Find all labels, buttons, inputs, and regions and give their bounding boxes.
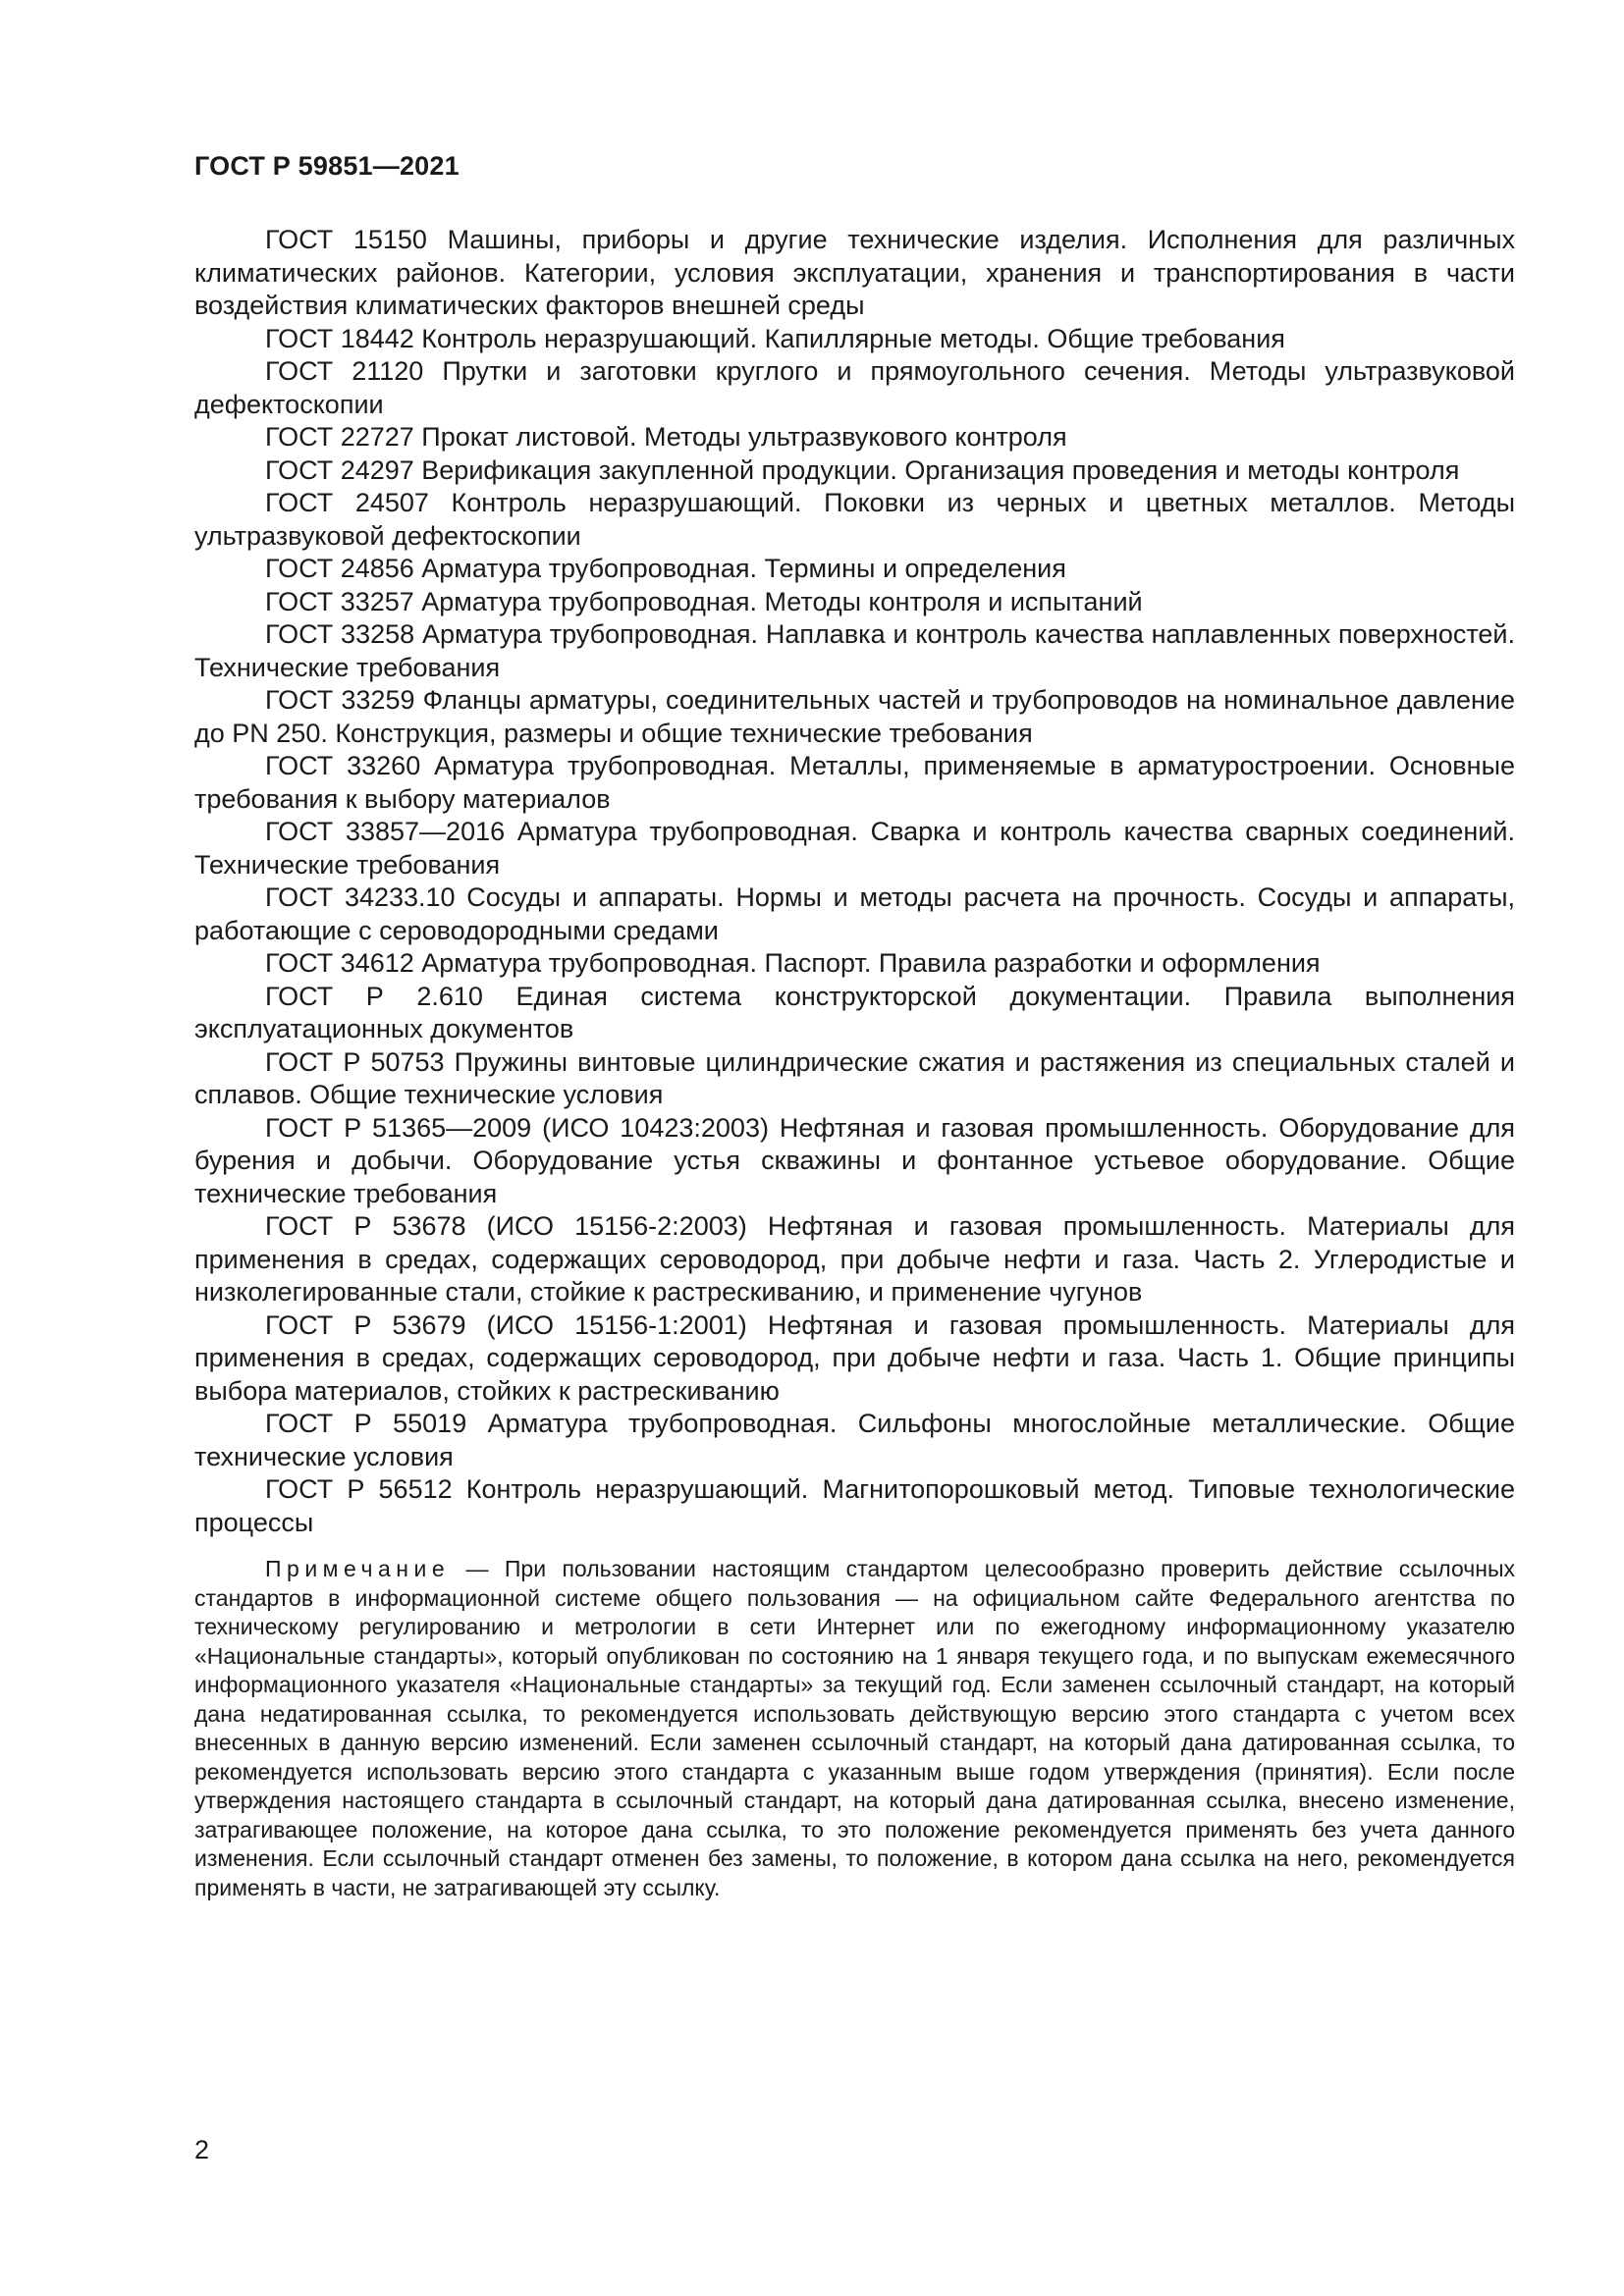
document-header: ГОСТ Р 59851—2021 — [194, 151, 460, 181]
reference-item: ГОСТ 18442 Контроль неразрушающий. Капиллярные методы. Общие требования — [265, 323, 1285, 353]
note-paragraph — [194, 1555, 1515, 1902]
reference-item: ГОСТ 33857—2016 Арматура трубопроводная. Сварка и контроль качества сварных соединений. Технические требования — [194, 817, 1515, 880]
reference-item: ГОСТ Р 53679 (ИСО 15156-1:2001) Нефтяная и газовая промышленность. Материалы для применения в средах, содержащих сероводород, при добыче нефти и газа. Часть 1. Общие принципы выбора материалов, стойких к растрескиванию — [194, 1309, 1515, 1406]
reference-item: ГОСТ 33258 Арматура трубопроводная. Наплавка и контроль качества наплавленных поверхностей. Технические требования — [194, 619, 1515, 682]
reference-item: ГОСТ 33257 Арматура трубопроводная. Методы контроля и испытаний — [265, 586, 1143, 616]
note-text: — При пользовании настоящим стандартом целесообразно проверить действие ссылочных стандартов в информационной системе общего пользования — на официальном сайте Федерального агентства по техническому регулированию и метрологии в сети Интернет или по ежегодному информационному указателю «Национальные стандарты», который опубликован по состоянию на 1 января текущего года, и по выпускам ежемесячного информационного указателя «Национальные стандарты» за текущий год. Если заменен ссылочный стандарт, на который дана недатированная ссылка, то рекомендуется использовать действующую версию этого стандарта с учетом всех внесенных в данную версию изменений. Если заменен ссылочный стандарт, на который дана датированная ссылка, то рекомендуется использовать версию этого стандарта с указанным выше годом утверждения (принятия). Если после утверждения настоящего стандарта в ссылочный стандарт, на который дана датированная ссылка, внесено изменение, затрагивающее положение, на которое дана ссылка, то это положение рекомендуется применять без учета данного изменения. Если ссылочный стандарт отменен без замены, то положение, в котором дана ссылка на него, рекомендуется применять в части, не затрагивающей эту ссылку. — [194, 1556, 1515, 1900]
reference-item: ГОСТ Р 51365—2009 (ИСО 10423:2003) Нефтяная и газовая промышленность. Оборудование для бурения и добычи. Оборудование устья скважины и фонтанное устьевое оборудование. Общие технические требования — [194, 1112, 1515, 1208]
reference-item: ГОСТ 33260 Арматура трубопроводная. Металлы, применяемые в арматуростроении. Основные требования к выбору материалов — [194, 751, 1515, 814]
reference-item: ГОСТ 24297 Верификация закупленной продукции. Организация проведения и методы контроля — [265, 454, 1460, 485]
reference-item: ГОСТ Р 2.610 Единая система конструкторской документации. Правила выполнения эксплуатационных документов — [194, 981, 1515, 1043]
reference-item: ГОСТ Р 50753 Пружины винтовые цилиндрические сжатия и растяжения из специальных сталей и сплавов. Общие технические условия — [194, 1046, 1515, 1109]
reference-item: ГОСТ 24507 Контроль неразрушающий. Поковки из черных и цветных металлов. Методы ультразвуковой дефектоскопии — [194, 488, 1515, 551]
reference-item: ГОСТ Р 55019 Арматура трубопроводная. Сильфоны многослойные металлические. Общие технические условия — [194, 1409, 1515, 1471]
reference-item: ГОСТ 34612 Арматура трубопроводная. Паспорт. Правила разработки и оформления — [265, 948, 1321, 978]
reference-item: ГОСТ Р 53678 (ИСО 15156-2:2003) Нефтяная и газовая промышленность. Материалы для применения в средах, содержащих сероводород, при добыче нефти и газа. Часть 2. Углеродистые и низколегированные стали, стойкие к растрескиванию, и применение чугунов — [194, 1211, 1515, 1307]
reference-item: ГОСТ 33259 Фланцы арматуры, соединительных частей и трубопроводов на номинальное давление до PN 250. Конструкция, размеры и общие технические требования — [194, 685, 1515, 748]
reference-item: ГОСТ 34233.10 Сосуды и аппараты. Нормы и методы расчета на прочность. Сосуды и аппараты, работающие с сероводородными средами — [194, 882, 1515, 945]
reference-item: ГОСТ 24856 Арматура трубопроводная. Термины и определения — [265, 554, 1066, 583]
note-label: Примечание — [265, 1556, 451, 1581]
reference-item: ГОСТ 15150 Машины, приборы и другие технические изделия. Исполнения для различных климатических районов. Категории, условия эксплуатации, хранения и транспортирования в части воздействия климатических факторов внешней среды — [194, 225, 1515, 320]
reference-item: ГОСТ Р 56512 Контроль неразрушающий. Магнитопорошковый метод. Типовые технологические процессы — [194, 1474, 1515, 1537]
page-number: 2 — [194, 2135, 210, 2164]
reference-item: ГОСТ 21120 Прутки и заготовки круглого и прямоугольного сечения. Методы ультразвуковой дефектоскопии — [194, 356, 1515, 419]
reference-item: ГОСТ 22727 Прокат листовой. Методы ультразвукового контроля — [265, 422, 1067, 452]
normative-references-list — [194, 224, 1515, 1539]
